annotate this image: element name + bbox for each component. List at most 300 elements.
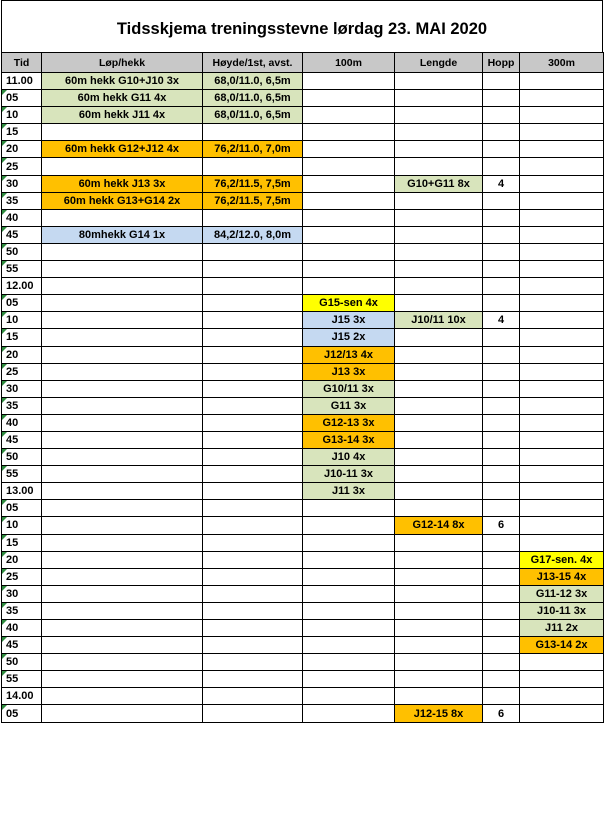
cell-300m[interactable]	[520, 141, 604, 158]
cell-100m[interactable]	[303, 243, 395, 260]
cell-hopp[interactable]	[483, 73, 520, 90]
cell-lengde[interactable]	[395, 449, 483, 466]
table-row	[2, 107, 604, 124]
cell-lengde[interactable]	[395, 226, 483, 243]
time-cell[interactable]: 05	[2, 500, 42, 517]
cell-lengde[interactable]	[395, 141, 483, 158]
time-cell[interactable]: 13.00	[2, 483, 42, 500]
schedule-table	[1, 52, 604, 723]
cell-lengde[interactable]	[395, 363, 483, 380]
time-cell[interactable]: 20	[2, 346, 42, 363]
cell-300m[interactable]	[520, 261, 604, 278]
cell-lop-hekk[interactable]	[42, 602, 203, 619]
cell-lop-hekk[interactable]	[42, 261, 203, 278]
cell-100m[interactable]	[303, 175, 395, 192]
cell-lop-hekk[interactable]: 60m hekk G11 4x	[42, 90, 203, 107]
cell-lengde[interactable]	[395, 585, 483, 602]
cell-300m[interactable]	[520, 671, 604, 688]
cell-hoyde[interactable]	[203, 705, 303, 722]
time-cell[interactable]: 45	[2, 637, 42, 654]
cell-100m[interactable]	[303, 534, 395, 551]
cell-lop-hekk[interactable]: 60m hekk G13+G14 2x	[42, 192, 203, 209]
header-cell-lengde[interactable]: Lengde	[395, 53, 483, 73]
cell-hoyde[interactable]	[203, 620, 303, 637]
cell-hopp[interactable]	[483, 158, 520, 175]
cell-lengde[interactable]	[395, 397, 483, 414]
cell-hopp[interactable]	[483, 466, 520, 483]
cell-lengde[interactable]	[395, 278, 483, 295]
cell-300m[interactable]	[520, 226, 604, 243]
cell-lengde[interactable]	[395, 688, 483, 705]
cell-hoyde[interactable]	[203, 329, 303, 346]
cell-lengde[interactable]	[395, 620, 483, 637]
cell-100m[interactable]: J11 3x	[303, 483, 395, 500]
cell-lengde[interactable]	[395, 500, 483, 517]
cell-lop-hekk[interactable]	[42, 688, 203, 705]
cell-lengde[interactable]	[395, 346, 483, 363]
cell-hopp[interactable]	[483, 483, 520, 500]
cell-hopp[interactable]	[483, 226, 520, 243]
cell-lop-hekk[interactable]	[42, 483, 203, 500]
cell-hopp[interactable]	[483, 192, 520, 209]
cell-lop-hekk[interactable]	[42, 158, 203, 175]
cell-300m[interactable]	[520, 414, 604, 431]
cell-lop-hekk[interactable]	[42, 500, 203, 517]
cell-hoyde[interactable]	[203, 483, 303, 500]
cell-hoyde[interactable]	[203, 380, 303, 397]
cell-300m[interactable]: G11-12 3x	[520, 585, 604, 602]
cell-300m[interactable]	[520, 124, 604, 141]
cell-300m[interactable]: G13-14 2x	[520, 637, 604, 654]
cell-lop-hekk[interactable]: 80mhekk G14 1x	[42, 226, 203, 243]
time-cell[interactable]: 30	[2, 585, 42, 602]
cell-300m[interactable]: J10-11 3x	[520, 602, 604, 619]
time-cell[interactable]: 35	[2, 602, 42, 619]
cell-100m[interactable]	[303, 688, 395, 705]
time-cell[interactable]: 25	[2, 568, 42, 585]
header-cell-300m[interactable]: 300m	[520, 53, 604, 73]
table-row	[2, 637, 604, 654]
time-cell[interactable]: 55	[2, 671, 42, 688]
cell-300m[interactable]	[520, 466, 604, 483]
header-cell-hoyde[interactable]: Høyde/1st, avst.	[203, 53, 303, 73]
cell-300m[interactable]	[520, 483, 604, 500]
cell-300m[interactable]	[520, 73, 604, 90]
cell-lop-hekk[interactable]	[42, 705, 203, 722]
cell-lop-hekk[interactable]	[42, 551, 203, 568]
time-cell[interactable]: 45	[2, 431, 42, 448]
header-cell-tid[interactable]: Tid	[2, 53, 42, 73]
cell-hoyde[interactable]	[203, 209, 303, 226]
cell-lop-hekk[interactable]	[42, 568, 203, 585]
cell-300m[interactable]	[520, 534, 604, 551]
cell-hopp[interactable]	[483, 688, 520, 705]
cell-hoyde[interactable]	[203, 312, 303, 329]
table-row	[2, 90, 604, 107]
time-cell[interactable]: 40	[2, 414, 42, 431]
time-cell[interactable]: 40	[2, 620, 42, 637]
header-cell-hopp[interactable]: Hopp	[483, 53, 520, 73]
cell-lengde[interactable]	[395, 466, 483, 483]
cell-lengde[interactable]	[395, 192, 483, 209]
cell-lop-hekk[interactable]	[42, 243, 203, 260]
cell-hopp[interactable]	[483, 346, 520, 363]
cell-100m[interactable]	[303, 226, 395, 243]
cell-hoyde[interactable]	[203, 500, 303, 517]
cell-lengde[interactable]	[395, 90, 483, 107]
cell-lop-hekk[interactable]	[42, 654, 203, 671]
cell-100m[interactable]	[303, 568, 395, 585]
time-cell[interactable]: 15	[2, 329, 42, 346]
cell-hopp[interactable]	[483, 414, 520, 431]
cell-lop-hekk[interactable]	[42, 585, 203, 602]
cell-100m[interactable]: J13 3x	[303, 363, 395, 380]
cell-100m[interactable]	[303, 278, 395, 295]
cell-300m[interactable]	[520, 517, 604, 534]
cell-300m[interactable]	[520, 107, 604, 124]
cell-hoyde[interactable]	[203, 243, 303, 260]
cell-hopp[interactable]	[483, 141, 520, 158]
cell-lop-hekk[interactable]	[42, 278, 203, 295]
table-row	[2, 261, 604, 278]
cell-hopp[interactable]	[483, 397, 520, 414]
cell-300m[interactable]	[520, 431, 604, 448]
cell-100m[interactable]	[303, 517, 395, 534]
cell-100m[interactable]	[303, 90, 395, 107]
cell-lop-hekk[interactable]	[42, 380, 203, 397]
cell-hoyde[interactable]	[203, 124, 303, 141]
cell-300m[interactable]	[520, 192, 604, 209]
time-cell[interactable]: 15	[2, 124, 42, 141]
cell-lop-hekk[interactable]	[42, 312, 203, 329]
cell-hoyde[interactable]	[203, 278, 303, 295]
cell-100m[interactable]: J10 4x	[303, 449, 395, 466]
cell-hopp[interactable]	[483, 295, 520, 312]
cell-100m[interactable]	[303, 107, 395, 124]
cell-hoyde[interactable]: 76,2/11.0, 7,0m	[203, 141, 303, 158]
cell-lop-hekk[interactable]	[42, 329, 203, 346]
cell-hopp[interactable]	[483, 602, 520, 619]
table-row	[2, 243, 604, 260]
time-cell[interactable]: 10	[2, 517, 42, 534]
sheet-title: Tidsskjema treningsstevne lørdag 23. MAI 2020	[1, 0, 603, 52]
cell-hopp[interactable]	[483, 449, 520, 466]
table-row	[2, 380, 604, 397]
cell-lengde[interactable]: J10/11 10x	[395, 312, 483, 329]
table-row	[2, 602, 604, 619]
cell-lop-hekk[interactable]	[42, 431, 203, 448]
cell-hoyde[interactable]	[203, 551, 303, 568]
cell-hopp[interactable]	[483, 243, 520, 260]
cell-300m[interactable]	[520, 363, 604, 380]
cell-hoyde[interactable]	[203, 363, 303, 380]
cell-100m[interactable]	[303, 620, 395, 637]
cell-100m[interactable]	[303, 141, 395, 158]
cell-hoyde[interactable]	[203, 261, 303, 278]
cell-hoyde[interactable]	[203, 568, 303, 585]
cell-300m[interactable]	[520, 278, 604, 295]
cell-lengde[interactable]: G12-14 8x	[395, 517, 483, 534]
cell-lengde[interactable]	[395, 431, 483, 448]
cell-hoyde[interactable]	[203, 431, 303, 448]
cell-lop-hekk[interactable]	[42, 671, 203, 688]
cell-hoyde[interactable]	[203, 397, 303, 414]
cell-lengde[interactable]: J12-15 8x	[395, 705, 483, 722]
cell-lengde[interactable]	[395, 261, 483, 278]
cell-hoyde[interactable]	[203, 466, 303, 483]
time-cell[interactable]: 55	[2, 261, 42, 278]
cell-hopp[interactable]	[483, 568, 520, 585]
cell-hoyde[interactable]	[203, 414, 303, 431]
time-cell[interactable]: 20	[2, 551, 42, 568]
time-cell[interactable]: 50	[2, 243, 42, 260]
cell-lop-hekk[interactable]	[42, 295, 203, 312]
cell-lengde[interactable]	[395, 654, 483, 671]
cell-300m[interactable]	[520, 329, 604, 346]
cell-100m[interactable]	[303, 637, 395, 654]
cell-lengde[interactable]: G10+G11 8x	[395, 175, 483, 192]
cell-hopp[interactable]	[483, 637, 520, 654]
time-cell[interactable]: 25	[2, 158, 42, 175]
time-cell[interactable]: 35	[2, 397, 42, 414]
cell-lengde[interactable]	[395, 73, 483, 90]
cell-lop-hekk[interactable]	[42, 414, 203, 431]
cell-hopp[interactable]: 4	[483, 175, 520, 192]
cell-100m[interactable]	[303, 671, 395, 688]
time-cell[interactable]: 12.00	[2, 278, 42, 295]
cell-300m[interactable]	[520, 175, 604, 192]
cell-300m[interactable]	[520, 158, 604, 175]
cell-100m[interactable]	[303, 585, 395, 602]
cell-lengde[interactable]	[395, 380, 483, 397]
header-cell-100m[interactable]: 100m	[303, 53, 395, 73]
table-row	[2, 431, 604, 448]
cell-100m[interactable]	[303, 261, 395, 278]
cell-lengde[interactable]	[395, 483, 483, 500]
table-row	[2, 158, 604, 175]
cell-lengde[interactable]	[395, 602, 483, 619]
cell-hoyde[interactable]	[203, 517, 303, 534]
cell-100m[interactable]: J12/13 4x	[303, 346, 395, 363]
cell-lop-hekk[interactable]	[42, 209, 203, 226]
table-row	[2, 312, 604, 329]
cell-300m[interactable]: G17-sen. 4x	[520, 551, 604, 568]
cell-100m[interactable]: G10/11 3x	[303, 380, 395, 397]
cell-hoyde[interactable]	[203, 295, 303, 312]
cell-300m[interactable]	[520, 397, 604, 414]
cell-hoyde[interactable]	[203, 688, 303, 705]
cell-hopp[interactable]	[483, 90, 520, 107]
table-row	[2, 414, 604, 431]
cell-300m[interactable]	[520, 654, 604, 671]
cell-lop-hekk[interactable]	[42, 397, 203, 414]
cell-lengde[interactable]	[395, 568, 483, 585]
time-cell[interactable]: 30	[2, 175, 42, 192]
table-row	[2, 551, 604, 568]
cell-300m[interactable]: J13-15 4x	[520, 568, 604, 585]
cell-lop-hekk[interactable]: 60m hekk G10+J10 3x	[42, 73, 203, 90]
cell-hopp[interactable]	[483, 551, 520, 568]
time-cell[interactable]: 55	[2, 466, 42, 483]
cell-lop-hekk[interactable]	[42, 466, 203, 483]
cell-hoyde[interactable]	[203, 449, 303, 466]
cell-hopp[interactable]	[483, 431, 520, 448]
cell-hoyde[interactable]: 76,2/11.5, 7,5m	[203, 175, 303, 192]
cell-lop-hekk[interactable]: 60m hekk J11 4x	[42, 107, 203, 124]
cell-lengde[interactable]	[395, 671, 483, 688]
cell-100m[interactable]	[303, 654, 395, 671]
cell-lop-hekk[interactable]	[42, 346, 203, 363]
cell-hoyde[interactable]	[203, 637, 303, 654]
cell-lengde[interactable]	[395, 243, 483, 260]
cell-hopp[interactable]	[483, 620, 520, 637]
time-cell[interactable]: 10	[2, 312, 42, 329]
time-cell[interactable]: 45	[2, 226, 42, 243]
table-row	[2, 175, 604, 192]
time-cell[interactable]: 14.00	[2, 688, 42, 705]
cell-hopp[interactable]	[483, 209, 520, 226]
time-cell[interactable]: 05	[2, 705, 42, 722]
cell-lengde[interactable]	[395, 551, 483, 568]
time-cell[interactable]: 15	[2, 534, 42, 551]
cell-300m[interactable]	[520, 243, 604, 260]
cell-100m[interactable]: G13-14 3x	[303, 431, 395, 448]
cell-hoyde[interactable]	[203, 346, 303, 363]
time-cell[interactable]: 35	[2, 192, 42, 209]
cell-lop-hekk[interactable]	[42, 363, 203, 380]
time-cell[interactable]: 50	[2, 449, 42, 466]
cell-lop-hekk[interactable]	[42, 534, 203, 551]
cell-100m[interactable]: J10-11 3x	[303, 466, 395, 483]
cell-hoyde[interactable]	[203, 585, 303, 602]
cell-hoyde[interactable]: 68,0/11.0, 6,5m	[203, 107, 303, 124]
cell-hopp[interactable]	[483, 671, 520, 688]
cell-hopp[interactable]: 4	[483, 312, 520, 329]
cell-lop-hekk[interactable]	[42, 124, 203, 141]
cell-hopp[interactable]	[483, 654, 520, 671]
cell-hopp[interactable]	[483, 124, 520, 141]
cell-300m[interactable]	[520, 209, 604, 226]
cell-hopp[interactable]	[483, 329, 520, 346]
time-cell[interactable]: 20	[2, 141, 42, 158]
time-cell[interactable]: 05	[2, 90, 42, 107]
cell-hopp[interactable]	[483, 363, 520, 380]
table-row	[2, 346, 604, 363]
cell-lop-hekk[interactable]: 60m hekk G12+J12 4x	[42, 141, 203, 158]
cell-300m[interactable]	[520, 312, 604, 329]
cell-hoyde[interactable]	[203, 671, 303, 688]
cell-hopp[interactable]	[483, 261, 520, 278]
cell-lengde[interactable]	[395, 414, 483, 431]
cell-100m[interactable]	[303, 73, 395, 90]
cell-300m[interactable]	[520, 346, 604, 363]
time-cell[interactable]: 10	[2, 107, 42, 124]
cell-300m[interactable]	[520, 688, 604, 705]
cell-lop-hekk[interactable]	[42, 620, 203, 637]
time-cell[interactable]: 05	[2, 295, 42, 312]
cell-100m[interactable]	[303, 602, 395, 619]
cell-hopp[interactable]	[483, 380, 520, 397]
cell-100m[interactable]	[303, 209, 395, 226]
cell-100m[interactable]: J15 2x	[303, 329, 395, 346]
cell-300m[interactable]	[520, 295, 604, 312]
cell-hoyde[interactable]: 76,2/11.5, 7,5m	[203, 192, 303, 209]
schedule-body	[2, 73, 604, 723]
cell-100m[interactable]	[303, 705, 395, 722]
cell-hoyde[interactable]: 68,0/11.0, 6,5m	[203, 90, 303, 107]
cell-lop-hekk[interactable]	[42, 449, 203, 466]
cell-hopp[interactable]	[483, 585, 520, 602]
time-cell[interactable]: 30	[2, 380, 42, 397]
cell-300m[interactable]	[520, 500, 604, 517]
cell-100m[interactable]	[303, 551, 395, 568]
table-row	[2, 73, 604, 90]
table-row	[2, 517, 604, 534]
cell-lop-hekk[interactable]	[42, 637, 203, 654]
cell-100m[interactable]: G15-sen 4x	[303, 295, 395, 312]
cell-hopp[interactable]	[483, 534, 520, 551]
cell-lengde[interactable]	[395, 107, 483, 124]
table-row	[2, 278, 604, 295]
cell-lengde[interactable]	[395, 534, 483, 551]
cell-lengde[interactable]	[395, 209, 483, 226]
cell-lengde[interactable]	[395, 295, 483, 312]
cell-hopp[interactable]: 6	[483, 705, 520, 722]
cell-hopp[interactable]	[483, 278, 520, 295]
cell-hoyde[interactable]	[203, 602, 303, 619]
cell-100m[interactable]: G11 3x	[303, 397, 395, 414]
cell-lop-hekk[interactable]: 60m hekk J13 3x	[42, 175, 203, 192]
cell-300m[interactable]	[520, 705, 604, 722]
cell-100m[interactable]: G12-13 3x	[303, 414, 395, 431]
cell-lop-hekk[interactable]	[42, 517, 203, 534]
cell-hoyde[interactable]: 84,2/12.0, 8,0m	[203, 226, 303, 243]
cell-lengde[interactable]	[395, 158, 483, 175]
cell-lengde[interactable]	[395, 329, 483, 346]
time-cell[interactable]: 25	[2, 363, 42, 380]
header-row	[2, 53, 604, 73]
cell-100m[interactable]: J15 3x	[303, 312, 395, 329]
time-cell[interactable]: 50	[2, 654, 42, 671]
cell-hopp[interactable]	[483, 107, 520, 124]
time-cell[interactable]: 40	[2, 209, 42, 226]
cell-hopp[interactable]: 6	[483, 517, 520, 534]
cell-100m[interactable]	[303, 500, 395, 517]
cell-300m[interactable]	[520, 90, 604, 107]
cell-100m[interactable]	[303, 158, 395, 175]
table-row	[2, 500, 604, 517]
cell-hoyde[interactable]	[203, 534, 303, 551]
table-row	[2, 654, 604, 671]
cell-300m[interactable]: J11 2x	[520, 620, 604, 637]
cell-lengde[interactable]	[395, 124, 483, 141]
cell-hoyde[interactable]	[203, 158, 303, 175]
cell-hopp[interactable]	[483, 500, 520, 517]
table-row	[2, 534, 604, 551]
cell-hoyde[interactable]: 68,0/11.0, 6,5m	[203, 73, 303, 90]
cell-300m[interactable]	[520, 380, 604, 397]
cell-300m[interactable]	[520, 449, 604, 466]
cell-hoyde[interactable]	[203, 654, 303, 671]
header-cell-lop-hekk[interactable]: Løp/hekk	[42, 53, 203, 73]
cell-100m[interactable]	[303, 192, 395, 209]
table-row	[2, 363, 604, 380]
cell-lengde[interactable]	[395, 637, 483, 654]
cell-100m[interactable]	[303, 124, 395, 141]
time-cell[interactable]: 11.00	[2, 73, 42, 90]
table-row	[2, 568, 604, 585]
table-row	[2, 295, 604, 312]
